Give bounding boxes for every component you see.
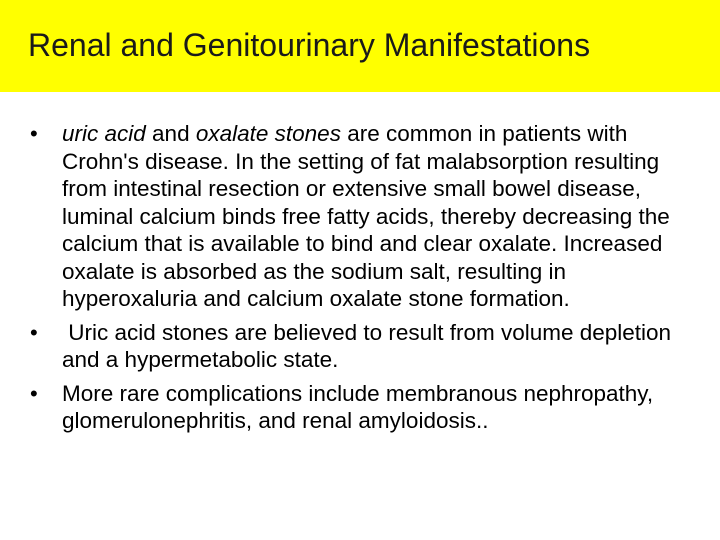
bullet-text-italic: oxalate stones: [195, 121, 341, 146]
bullet-text: More rare complications include membranous nephropathy, glomerulonephritis, and renal amyloidosis..: [62, 380, 654, 433]
slide-title: Renal and Genitourinary Manifestations: [28, 27, 591, 63]
bullet-item: [30, 380, 696, 435]
title-banner: [0, 0, 720, 92]
bullet-text: and: [145, 121, 196, 146]
bullet-item: [30, 120, 696, 313]
bullet-text: Uric acid stones are believed to result from volume depletion and a hypermetabolic state.: [62, 319, 678, 372]
bullet-text-italic: uric acid: [62, 121, 146, 146]
bullet-item: [30, 319, 696, 374]
bullet-list: [30, 120, 696, 441]
bullet-text: are common in patients with Crohn's disease. In the setting of fat malabsorption resulting from intestinal resection or extensive small bowel disease, luminal calcium binds free fatty acids, thereby decreasing the calcium that is available to bind and clear oxalate. Increased oxalate is absorbed as the sodium salt, resulting in hyperoxaluria and calcium oxalate stone formation.: [62, 121, 670, 311]
